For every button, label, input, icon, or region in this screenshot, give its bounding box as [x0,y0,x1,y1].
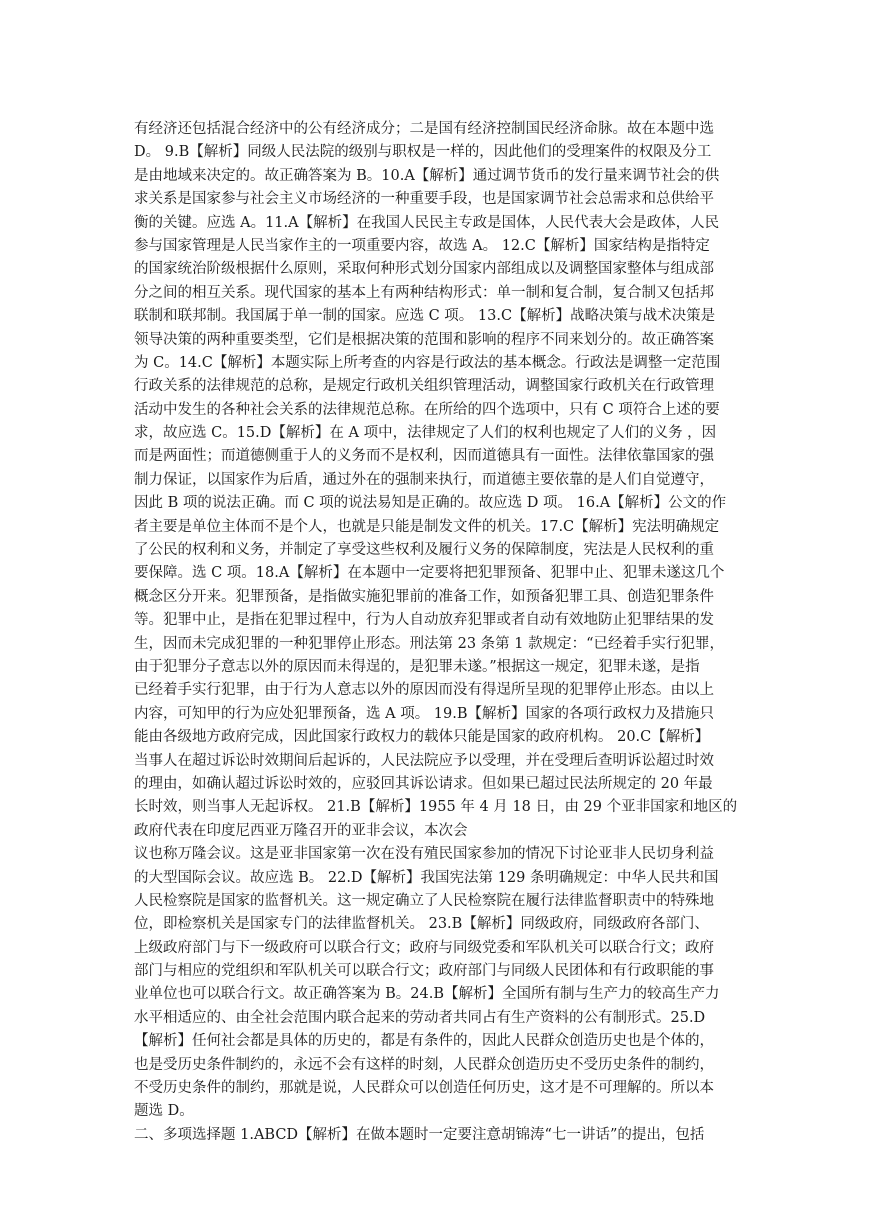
text-line: 部门与相应的党组织和军队机关可以联合行文；政府部门与同级人民团体和有行政职能的事 [134,963,714,980]
text-line: 是由地域来决定的。故正确答案为 B。10.A【解析】通过调节货币的发行量来调节社会的供 [134,167,720,184]
text-line: 的理由，如确认超过诉讼时效的，应驳回其诉讼请求。但如果已超过民法所规定的 20 年最 [134,775,713,792]
answer-explanation-text [134,118,744,1147]
text-line: 的国家统治阶级根据什么原则，采取何种形式划分国家内部组成以及调整国家整体与组成部 [134,261,714,278]
text-line: 行政关系的法律规范的总称，是规定行政机关组织管理活动，调整国家行政机关在行政管理 [134,378,714,395]
text-line: 议也称万隆会议。这是亚非国家第一次在没有殖民国家参加的情况下讨论亚非人民切身利益 [134,846,714,863]
text-line: 有经济还包括混合经济中的公有经济成分；二是国有经济控制国民经济命脉。故在本题中选 [134,121,714,137]
text-line: 联制和联邦制。我国属于单一制的国家。应选 C 项。 13.C【解析】战略决策与战术决策是 [134,308,716,325]
text-line: 能由各级地方政府完成，因此国家行政权力的载体只能是国家的政府机构。 20.C【解析】 [134,729,710,746]
text-line: 了公民的权利和义务，并制定了享受这些权利及履行义务的保障制度，宪法是人民权利的重 [134,542,714,559]
text-line: 参与国家管理是人民当家作主的一项重要内容，故选 A。 12.C【解析】国家结构是指特定 [134,237,710,254]
text-line: 题选 D。 [134,1103,194,1120]
text-line: 衡的关键。应选 A。11.A【解析】在我国人民民主专政是国体，人民代表大会是政体，人民 [134,214,720,231]
text-line: 求关系是国家参与社会主义市场经济的一种重要手段，也是国家调节社会总需求和总供给平 [134,191,714,208]
text-line: 因此 B 项的说法正确。而 C 项的说法易知是正确的。故应选 D 项。 16.A【解析】公文的作 [134,495,727,512]
text-line: 生，因而未完成犯罪的一种犯罪停止形态。刑法第 23 条第 1 款规定：“已经着手实行犯罪， [134,635,725,652]
text-line: 为 C。14.C【解析】本题实际上所考查的内容是行政法的基本概念。行政法是调整一定范围 [134,354,721,371]
text-line: 的大型国际会议。故应选 B。 22.D【解析】我国宪法第 129 条明确规定：中华人民共和国 [134,869,719,886]
text-line: 者主要是单位主体而不是个人，也就是只能是制发文件的机关。17.C【解析】宪法明确规定 [134,518,720,535]
text-line: 也是受历史条件制约的，永远不会有这样的时刻，人民群众创造历史不受历史条件的制约， [134,1056,714,1073]
text-line: 领导决策的两种重要类型，它们是根据决策的范围和影响的程序不同来划分的。故正确答案 [134,331,714,348]
text-line: 水平相适应的、由全社会范围内联合起来的劳动者共同占有生产资料的公有制形式。25.D [134,1009,706,1026]
text-line: 内容，可知甲的行为应处犯罪预备，选 A 项。 19.B【解析】国家的各项行政权力及措施只 [134,705,715,722]
text-line: 求，故应选 C。15.D【解析】在 A 项中，法律规定了人们的权利也规定了人们的义务 ，因 [134,425,717,442]
text-line: 不受历史条件的制约，那就是说，人民群众可以创造任何历史，这才是不可理解的。所以本 [134,1080,714,1097]
text-line: 而是两面性；而道德侧重于人的义务而不是权利，因而道德具有一面性。法律依靠国家的强 [134,448,714,465]
text-line: 二、多项选择题 1.ABCD【解析】在做本题时一定要注意胡锦涛“七一讲话”的提出，包括 [134,1126,705,1143]
text-line: 制力保证，以国家作为后盾，通过外在的强制来执行，而道德主要依靠的是人们自觉遵守， [134,471,714,488]
text-line: 位，即检察机关是国家专门的法律监督机关。 23.B【解析】同级政府，同级政府各部门、 [134,916,709,933]
text-line: 人民检察院是国家的监督机关。这一规定确立了人民检察院在履行法律监督职责中的特殊地 [134,892,714,909]
text-line: 等。犯罪中止，是指在犯罪过程中，行为人自动放弃犯罪或者自动有效地防止犯罪结果的发 [134,612,714,629]
text-line: 由于犯罪分子意志以外的原因而未得逞的，是犯罪未遂。”根据这一规定，犯罪未遂，是指 [134,658,700,675]
text-line: 当事人在超过诉讼时效期间后起诉的，人民法院应予以受理，并在受理后查明诉讼超过时效 [134,752,714,769]
text-line: 分之间的相互关系。现代国家的基本上有两种结构形式：单一制和复合制，复合制又包括邦 [134,284,714,301]
text-line: 要保障。选 C 项。18.A【解析】在本题中一定要将把犯罪预备、犯罪中止、犯罪未遂这几个 [134,565,725,582]
text-line: 【解析】任何社会都是具体的历史的，都是有条件的，因此人民群众创造历史也是个体的， [134,1033,714,1050]
text-line: 活动中发生的各种社会关系的法律规范总称。在所给的四个选项中，只有 C 项符合上述的要 [134,401,720,418]
text-line: 上级政府部门与下一级政府可以联合行文；政府与同级党委和军队机关可以联合行文；政府 [134,939,714,956]
text-line: 已经着手实行犯罪，由于行为人意志以外的原因而没有得逞所呈现的犯罪停止形态。由以上 [134,682,714,699]
text-line: 长时效，则当事人无起诉权。 21.B【解析】1955 年 4 月 18 日，由 29 个亚非国家和地区的 [134,799,738,816]
text-line: D。 9.B【解析】同级人民法院的级别与职权是一样的，因此他们的受理案件的权限及分工 [134,144,712,161]
text-line: 政府代表在印度尼西亚万隆召开的亚非会议，本次会 [134,822,468,839]
text-line: 概念区分开来。犯罪预备，是指做实施犯罪前的准备工作，如预备犯罪工具、创造犯罪条件 [134,588,714,605]
text-line: 业单位也可以联合行文。故正确答案为 B。24.B【解析】全国所有制与生产力的较高生产力 [134,986,720,1003]
